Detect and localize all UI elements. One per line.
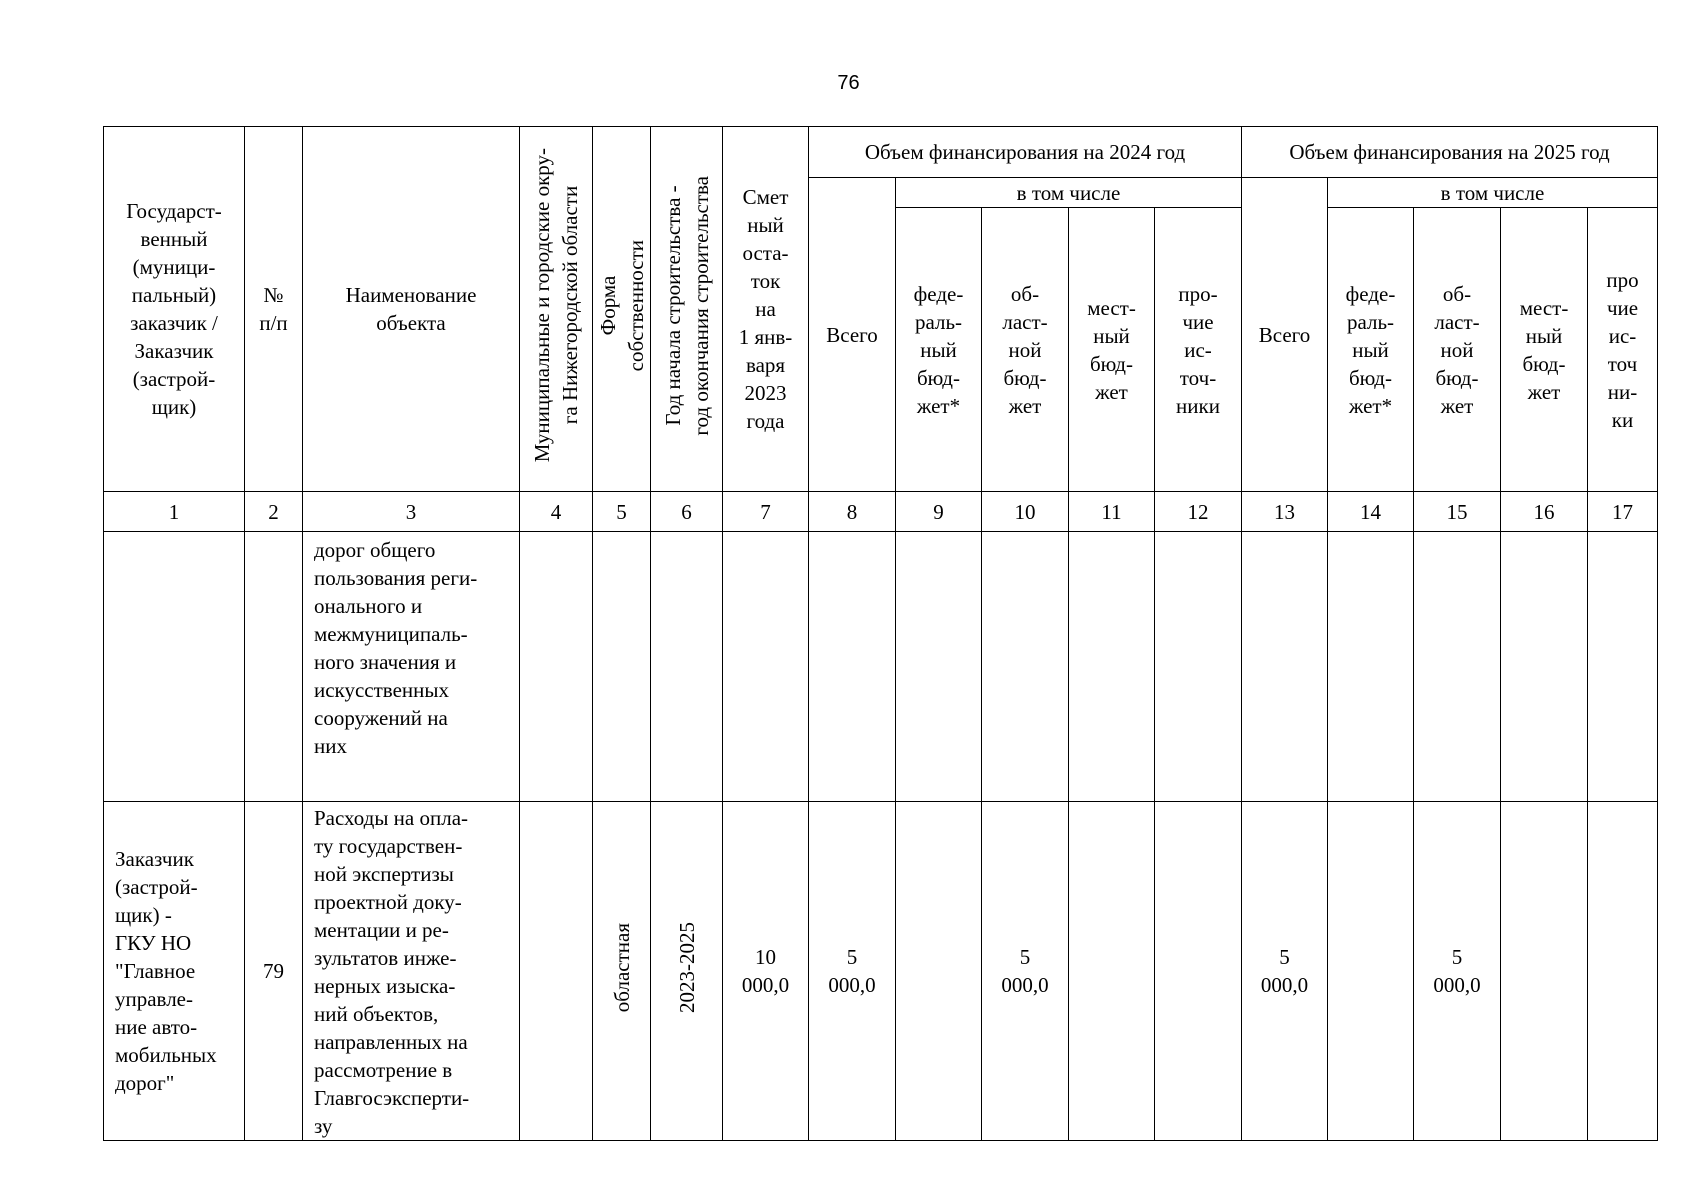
column-number: 15 — [1414, 492, 1501, 532]
table-row-continuation — [104, 532, 1658, 802]
header-federal-2025: феде- раль- ный бюд- жет* — [1328, 208, 1414, 492]
cell-municipality — [520, 532, 593, 802]
cell-other-2025 — [1588, 532, 1658, 802]
header-including-2025: в том числе — [1328, 178, 1658, 208]
cell-object-name: дорог общего пользования реги- онального и межмуниципаль- ного значения и искусственных сооружений на них — [303, 532, 520, 802]
cell-object-name: Расходы на опла- ту государствен- ной экспертизы проектной доку- ментации и ре- зультатов инже- нерных изыска- ний объектов, направленных на рассмотрение в Главгосэксперти- зу — [303, 802, 520, 1141]
cell-federal-2025 — [1328, 532, 1414, 802]
page-number: 76 — [837, 72, 860, 94]
column-number: 7 — [723, 492, 809, 532]
header-total-2025: Всего — [1242, 178, 1328, 492]
header-federal-2024: феде- раль- ный бюд- жет* — [896, 208, 982, 492]
column-number: 16 — [1501, 492, 1588, 532]
header-including-2024: в том числе — [896, 178, 1242, 208]
cell-total-2024: 5 000,0 — [809, 802, 896, 1141]
column-number: 5 — [593, 492, 651, 532]
cell-total-2025 — [1242, 532, 1328, 802]
cell-number — [245, 532, 303, 802]
column-number: 6 — [651, 492, 723, 532]
cell-local-2024 — [1069, 802, 1155, 1141]
header-local-2024: мест- ный бюд- жет — [1069, 208, 1155, 492]
cell-estimate: 10 000,0 — [723, 802, 809, 1141]
header-number: № п/п — [245, 127, 303, 492]
header-municipalities — [520, 127, 593, 492]
header-object-name: Наименование объекта — [303, 127, 520, 492]
header-funding-2024: Объем финансирования на 2024 год — [809, 127, 1242, 178]
column-number: 14 — [1328, 492, 1414, 532]
cell-regional-2025 — [1414, 532, 1501, 802]
column-number-row — [104, 492, 1658, 532]
header-customer: Государст- венный (муници- пальный) заказчик / Заказчик (застрой- щик) — [104, 127, 245, 492]
cell-other-2024 — [1155, 532, 1242, 802]
column-number: 2 — [245, 492, 303, 532]
table-row-79 — [104, 802, 1658, 1141]
cell-local-2025 — [1501, 532, 1588, 802]
cell-customer: Заказчик (застрой- щик) - ГКУ НО "Главное управле- ние авто- мобильных дорог" — [104, 802, 245, 1141]
cell-other-2024 — [1155, 802, 1242, 1141]
column-number: 17 — [1588, 492, 1658, 532]
header-total-2024: Всего — [809, 178, 896, 492]
header-local-2025: мест- ный бюд- жет — [1501, 208, 1588, 492]
column-number: 9 — [896, 492, 982, 532]
header-regional-2024: об- ласт- ной бюд- жет — [982, 208, 1069, 492]
cell-number: 79 — [245, 802, 303, 1141]
header-municipalities-text: Муниципальные и городские окру- га Нижегородской области — [530, 148, 582, 463]
cell-ownership-text: областная — [609, 922, 634, 1013]
column-number: 3 — [303, 492, 520, 532]
funding-table — [103, 126, 1658, 1141]
cell-regional-2024: 5 000,0 — [982, 802, 1069, 1141]
header-ownership — [593, 127, 651, 492]
cell-ownership — [593, 802, 651, 1141]
header-years-text: Год начала строительства - год окончания строительства — [660, 175, 713, 436]
header-estimate-remainder: Смет ный оста- ток на 1 янв- варя 2023 года — [723, 127, 809, 492]
cell-federal-2024 — [896, 802, 982, 1141]
cell-municipality — [520, 802, 593, 1141]
cell-years — [651, 802, 723, 1141]
column-number: 1 — [104, 492, 245, 532]
cell-local-2024 — [1069, 532, 1155, 802]
cell-federal-2025 — [1328, 802, 1414, 1141]
header-funding-2025: Объем финансирования на 2025 год — [1242, 127, 1658, 178]
cell-total-2025: 5 000,0 — [1242, 802, 1328, 1141]
column-number: 11 — [1069, 492, 1155, 532]
cell-federal-2024 — [896, 532, 982, 802]
cell-years — [651, 532, 723, 802]
cell-customer — [104, 532, 245, 802]
column-number: 12 — [1155, 492, 1242, 532]
cell-ownership — [593, 532, 651, 802]
cell-total-2024 — [809, 532, 896, 802]
cell-years-text: 2023-2025 — [674, 922, 699, 1013]
header-ownership-text: Форма собственности — [595, 239, 648, 372]
cell-other-2025 — [1588, 802, 1658, 1141]
cell-regional-2025: 5 000,0 — [1414, 802, 1501, 1141]
cell-local-2025 — [1501, 802, 1588, 1141]
header-regional-2025: об- ласт- ной бюд- жет — [1414, 208, 1501, 492]
column-number: 13 — [1242, 492, 1328, 532]
column-number: 4 — [520, 492, 593, 532]
cell-regional-2024 — [982, 532, 1069, 802]
column-number: 10 — [982, 492, 1069, 532]
cell-estimate — [723, 532, 809, 802]
header-other-2024: про- чие ис- точ- ники — [1155, 208, 1242, 492]
header-other-2025: про чие ис- точ ни- ки — [1588, 208, 1658, 492]
column-number: 8 — [809, 492, 896, 532]
header-years — [651, 127, 723, 492]
